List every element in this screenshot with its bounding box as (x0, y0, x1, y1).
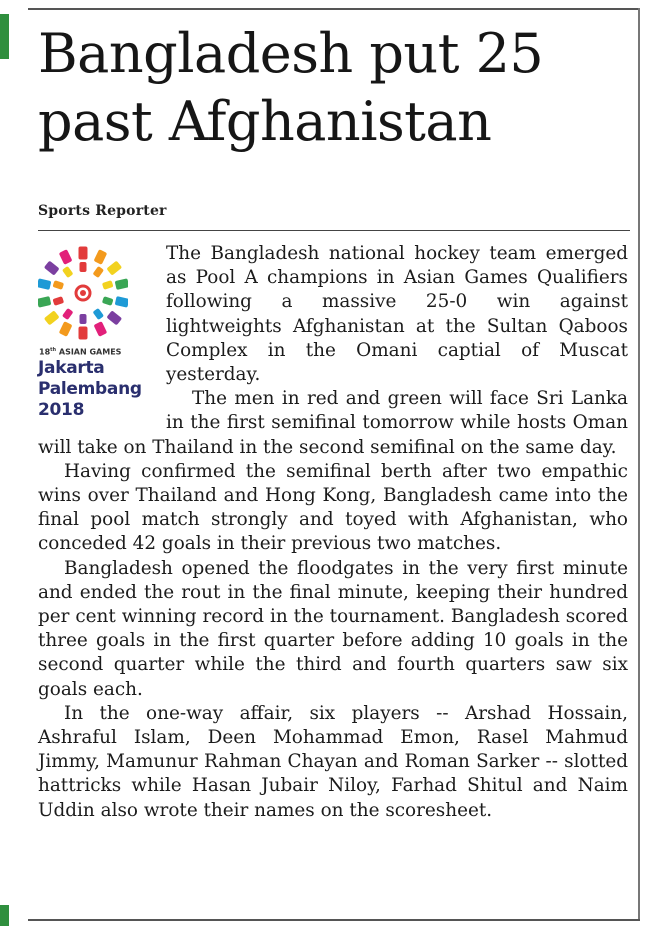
logo-year: 2018 (38, 400, 85, 420)
top-rule (28, 8, 640, 10)
edge-accent-bar (0, 905, 9, 926)
byline (38, 203, 167, 219)
headline: Bangladesh put 25 past Afghanistan (38, 22, 544, 153)
paragraph: The Bangladesh national hockey team emerged as Pool A champions in Asian Games Qualifiers following a massive 25-0 win against lightweights Afghanistan at the Sultan Qaboos Complex in the Omani captial of Muscat yesterday. (166, 243, 628, 386)
paragraph: Bangladesh opened the floodgates in the very first minute and ended the rout in the final minute, keeping their hundred per cent winning record in the tournament. Bangladesh scored three goals in the first quarter before adding 10 goals in the second quarter while the third and fourth quarters saw six goals each. (38, 557, 628, 700)
byline-rule (38, 230, 630, 231)
logo-event-name: 18th ASIAN GAMES (39, 347, 122, 357)
article-body (38, 242, 628, 823)
paragraph: The men in red and green will face Sri Lanka in the first semifinal tomorrow while hosts Oman will take on Thailand in the second semifinal on the same day. (38, 388, 628, 458)
column-rule (638, 8, 640, 921)
logo-city-jakarta: Jakarta (38, 358, 105, 378)
bottom-rule (28, 919, 640, 921)
paragraph: In the one-way affair, six players -- Arshad Hossain, Ashraful Islam, Deen Mohammad Emon, Rasel Mahmud Jimmy, Mamunur Rahman Chayan and Roman Sarker -- slotted hattricks while Hasan Jubair Niloy, Farhad Shitul and Naim Uddin also wrote their names on the scoresheet. (38, 702, 628, 821)
edge-accent-bar (0, 14, 9, 59)
byline-text: Sports Reporter (38, 203, 167, 219)
logo-city-palembang: Palembang (38, 379, 142, 399)
paragraph: Having confirmed the semifinal berth after two empathic wins over Thailand and Hong Kong, Bangladesh came into the final pool match strongly and toyed with Afghanistan, who conceded 42 goals in their previous two matches. (38, 460, 628, 555)
